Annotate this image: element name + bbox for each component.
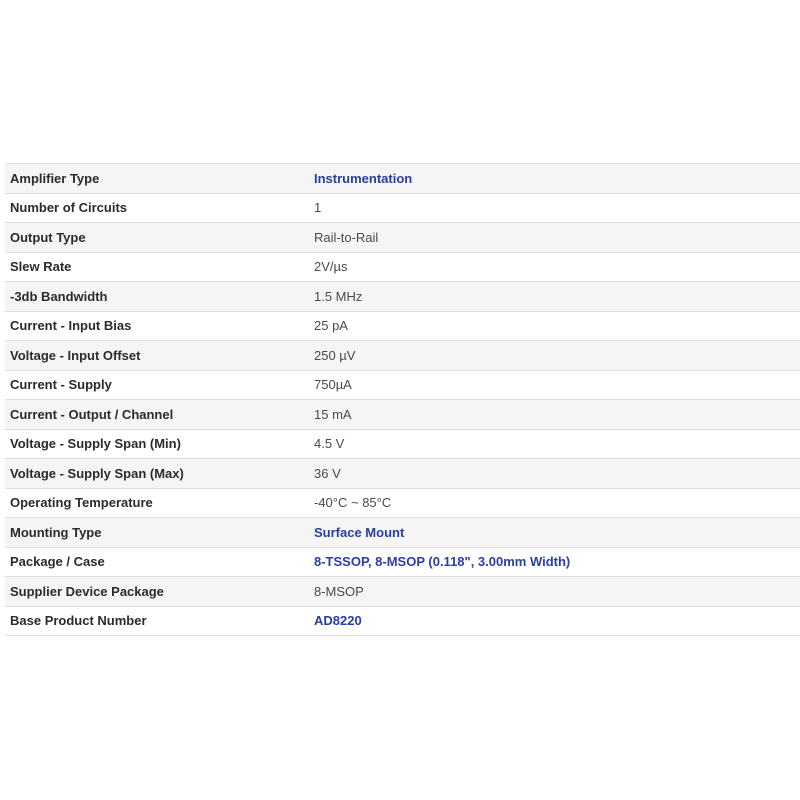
attribute-value: 1.5 MHz <box>309 282 800 312</box>
attribute-value: 36 V <box>309 459 800 489</box>
attribute-value-link[interactable]: Instrumentation <box>309 164 800 194</box>
product-attributes-table <box>5 163 800 636</box>
spec-row <box>5 311 800 341</box>
spec-row <box>5 252 800 282</box>
attribute-label: Voltage - Supply Span (Max) <box>5 459 309 489</box>
attribute-value-link[interactable]: AD8220 <box>309 606 800 636</box>
spec-row <box>5 488 800 518</box>
spec-table-body <box>5 164 800 636</box>
spec-row <box>5 400 800 430</box>
attribute-value-link[interactable]: 8-TSSOP, 8-MSOP (0.118", 3.00mm Width) <box>309 547 800 577</box>
spec-row <box>5 459 800 489</box>
attribute-value: 15 mA <box>309 400 800 430</box>
spec-row <box>5 223 800 253</box>
attribute-label: Operating Temperature <box>5 488 309 518</box>
attribute-value: 4.5 V <box>309 429 800 459</box>
attribute-value: Rail-to-Rail <box>309 223 800 253</box>
spec-row <box>5 193 800 223</box>
spec-row <box>5 429 800 459</box>
spec-row <box>5 341 800 371</box>
attribute-label: Amplifier Type <box>5 164 309 194</box>
attribute-label: Mounting Type <box>5 518 309 548</box>
attribute-label: Current - Input Bias <box>5 311 309 341</box>
attribute-label: Voltage - Input Offset <box>5 341 309 371</box>
spec-row <box>5 518 800 548</box>
attribute-label: Supplier Device Package <box>5 577 309 607</box>
attribute-label: Base Product Number <box>5 606 309 636</box>
attribute-value: 8-MSOP <box>309 577 800 607</box>
attribute-label: Number of Circuits <box>5 193 309 223</box>
attribute-value-link[interactable]: Surface Mount <box>309 518 800 548</box>
spec-row <box>5 370 800 400</box>
attribute-label: Package / Case <box>5 547 309 577</box>
spec-row <box>5 547 800 577</box>
attribute-value: 250 µV <box>309 341 800 371</box>
attribute-value: 750µA <box>309 370 800 400</box>
attribute-value: 1 <box>309 193 800 223</box>
attribute-label: Output Type <box>5 223 309 253</box>
attribute-value: 25 pA <box>309 311 800 341</box>
attribute-value: -40°C ~ 85°C <box>309 488 800 518</box>
attribute-label: Current - Supply <box>5 370 309 400</box>
spec-row <box>5 577 800 607</box>
attribute-label: Slew Rate <box>5 252 309 282</box>
attribute-label: -3db Bandwidth <box>5 282 309 312</box>
attribute-label: Current - Output / Channel <box>5 400 309 430</box>
attribute-label: Voltage - Supply Span (Min) <box>5 429 309 459</box>
attribute-value: 2V/µs <box>309 252 800 282</box>
spec-row <box>5 164 800 194</box>
spec-row <box>5 282 800 312</box>
spec-row <box>5 606 800 636</box>
